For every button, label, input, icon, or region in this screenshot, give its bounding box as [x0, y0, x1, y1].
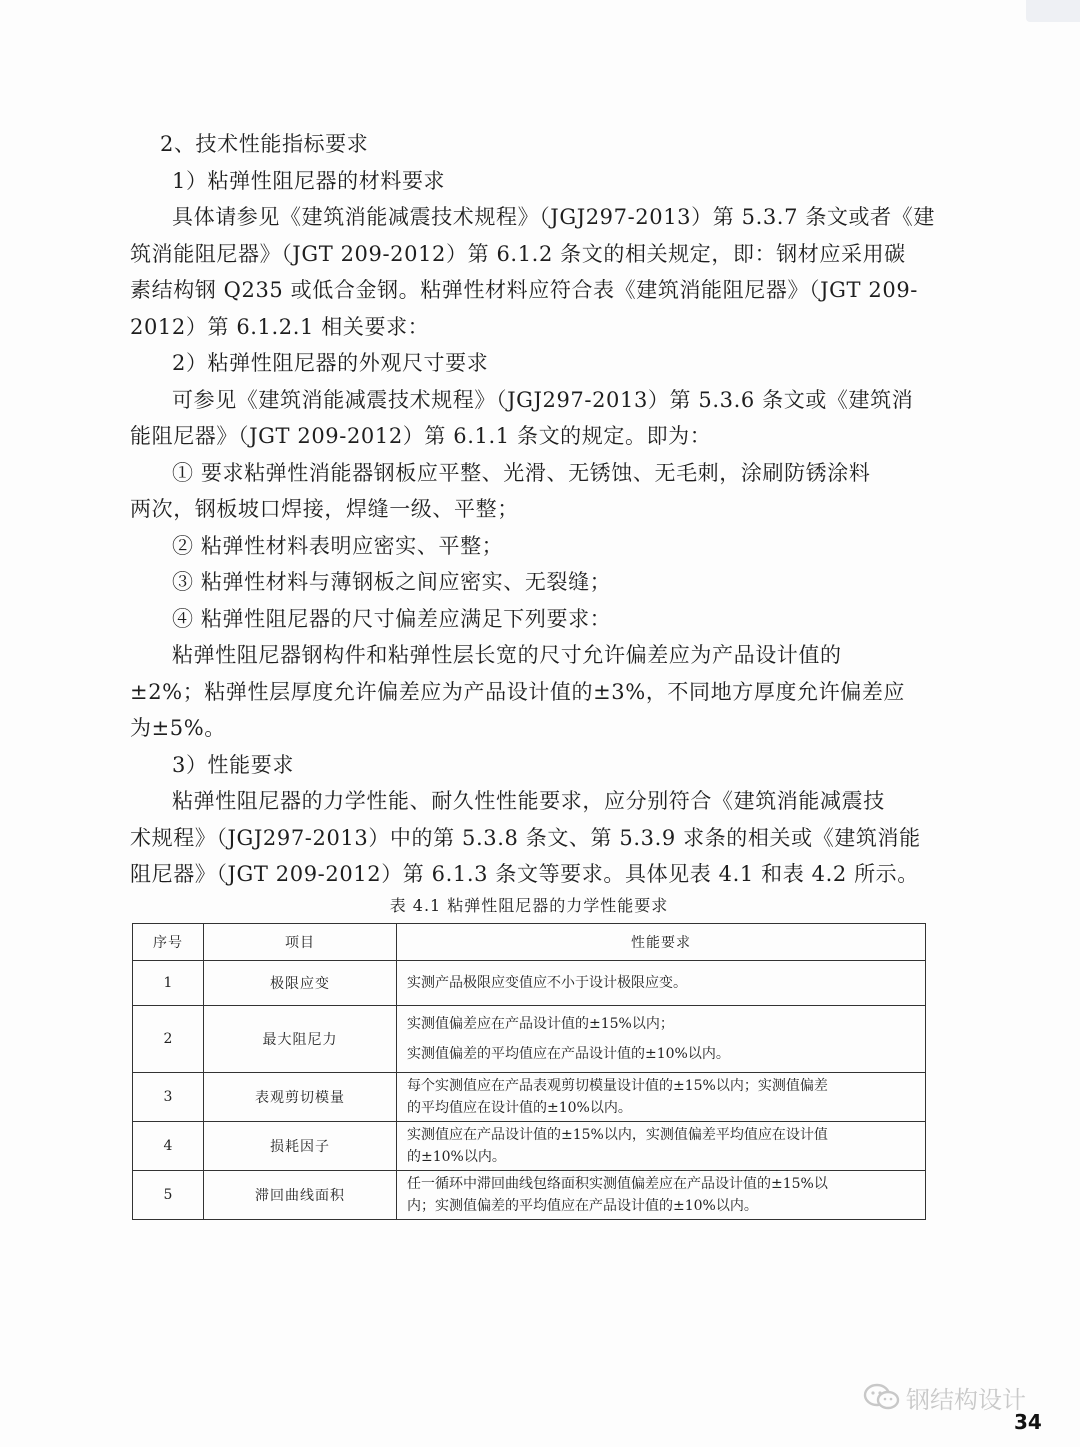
requirement-line: 实测值偏差应在产品设计值的±15%以内； — [407, 1015, 674, 1032]
row-item: 极限应变 — [204, 960, 397, 1005]
table-caption: 表 4.1 粘弹性阻尼器的力学性能要求 — [389, 895, 669, 915]
list-item-3: ③ 粘弹性材料与薄钢板之间应密实、无裂缝； — [172, 570, 612, 594]
paragraph-materials — [130, 199, 935, 345]
row-requirement — [397, 960, 926, 1005]
table-row — [133, 1121, 926, 1170]
header-no: 序号 — [133, 923, 204, 960]
requirement-line: 实测产品极限应变值应不小于设计极限应变。 — [407, 974, 687, 991]
wechat-icon — [862, 1382, 902, 1412]
row-no: 2 — [133, 1005, 204, 1072]
text-line: 能阻尼器》（JGT 209-2012）第 6.1.1 条文的规定。即为： — [130, 424, 712, 448]
requirement-line: 每个实测值应在产品表观剪切模量设计值的±15%以内；实测值偏差 — [407, 1077, 828, 1094]
header-item: 项目 — [204, 923, 397, 960]
list-item-1-cont: 两次，钢板坡口焊接，焊缝一级、平整； — [130, 497, 519, 521]
row-requirement — [397, 1170, 926, 1219]
requirement-line: 实测值应在产品设计值的±15%以内，实测值偏差平均值应在设计值 — [407, 1126, 828, 1143]
text-line: 粘弹性阻尼器钢构件和粘弹性层长宽的尺寸允许偏差应为产品设计值的 — [172, 643, 842, 667]
subsection-heading-dimensions: 2）粘弹性阻尼器的外观尺寸要求 — [172, 351, 489, 375]
text-line: 术规程》（JGJ297-2013）中的第 5.3.8 条文、第 5.3.9 求条的相关或《建筑消能 — [130, 825, 921, 850]
row-no: 3 — [133, 1072, 204, 1121]
requirement-line: 的平均值应在设计值的±10%以内。 — [407, 1099, 632, 1116]
row-requirement — [397, 1121, 926, 1170]
watermark-text: 钢结构设计 — [906, 1385, 1026, 1414]
paragraph-dimensions — [130, 382, 928, 747]
row-requirement — [397, 1005, 926, 1072]
requirement-line: 内；实测值偏差的平均值应在产品设计值的±10%以内。 — [407, 1197, 758, 1214]
paragraph-performance — [130, 783, 928, 893]
text-line: 粘弹性阻尼器的力学性能、耐久性性能要求，应分别符合《建筑消能减震技 — [172, 789, 885, 813]
row-item: 损耗因子 — [204, 1121, 397, 1170]
wechat-watermark — [862, 1380, 1026, 1414]
text-line: 素结构钢 Q235 或低合金钢。粘弹性材料应符合表《建筑消能阻尼器》（JGT 209- — [130, 278, 919, 302]
table-row — [133, 1170, 926, 1219]
row-no: 5 — [133, 1170, 204, 1219]
subsection-heading-materials: 1）粘弹性阻尼器的材料要求 — [172, 168, 446, 193]
table-header-row — [133, 923, 926, 960]
requirement-line: 任一循环中滞回曲线包络面积实测值偏差应在产品设计值的±15%以 — [407, 1175, 828, 1192]
text-line: 筑消能阻尼器》（JGT 209-2012）第 6.1.2 条文的相关规定，即：钢材应采用碳 — [130, 241, 906, 266]
table-row — [133, 1005, 926, 1072]
table-row — [133, 1072, 926, 1121]
document-body — [130, 126, 935, 1220]
top-right-corner-tab — [1026, 0, 1080, 22]
header-requirement: 性能要求 — [397, 923, 926, 960]
row-item: 滞回曲线面积 — [204, 1170, 397, 1219]
text-line: 2012）第 6.1.2.1 相关要求： — [130, 314, 430, 339]
row-item: 表观剪切模量 — [204, 1072, 397, 1121]
text-line: 为±5%。 — [130, 716, 226, 740]
list-item-4: ④ 粘弹性阻尼器的尺寸偏差应满足下列要求： — [172, 606, 612, 631]
table-row — [133, 960, 926, 1005]
page-number: 34 — [1014, 1410, 1042, 1434]
list-item-2: ② 粘弹性材料表明应密实、平整； — [172, 533, 504, 558]
row-no: 1 — [133, 960, 204, 1005]
requirement-line: 实测值偏差的平均值应在产品设计值的±10%以内。 — [407, 1045, 730, 1062]
row-item: 最大阻尼力 — [204, 1005, 397, 1072]
text-line: ±2%；粘弹性层厚度允许偏差应为产品设计值的±3%，不同地方厚度允许偏差应 — [130, 679, 906, 704]
subsection-heading-performance: 3）性能要求 — [172, 752, 294, 777]
section-heading-2: 2、技术性能指标要求 — [160, 132, 369, 156]
row-no: 4 — [133, 1121, 204, 1170]
performance-table — [132, 923, 926, 1220]
text-line: 阻尼器》（JGT 209-2012）第 6.1.3 条文等要求。具体见表 4.1 和表 4.2 所示。 — [130, 862, 919, 886]
list-item-1: ① 要求粘弹性消能器钢板应平整、光滑、无锈蚀、无毛刺，涂刷防锈涂料 — [172, 460, 871, 485]
requirement-line: 的±10%以内。 — [407, 1148, 506, 1165]
text-line: 可参见《建筑消能减震技术规程》（JGJ297-2013）第 5.3.6 条文或《建筑消 — [172, 387, 914, 412]
row-requirement — [397, 1072, 926, 1121]
text-line: 具体请参见《建筑消能减震技术规程》（JGJ297-2013）第 5.3.7 条文或者《建 — [172, 205, 935, 229]
